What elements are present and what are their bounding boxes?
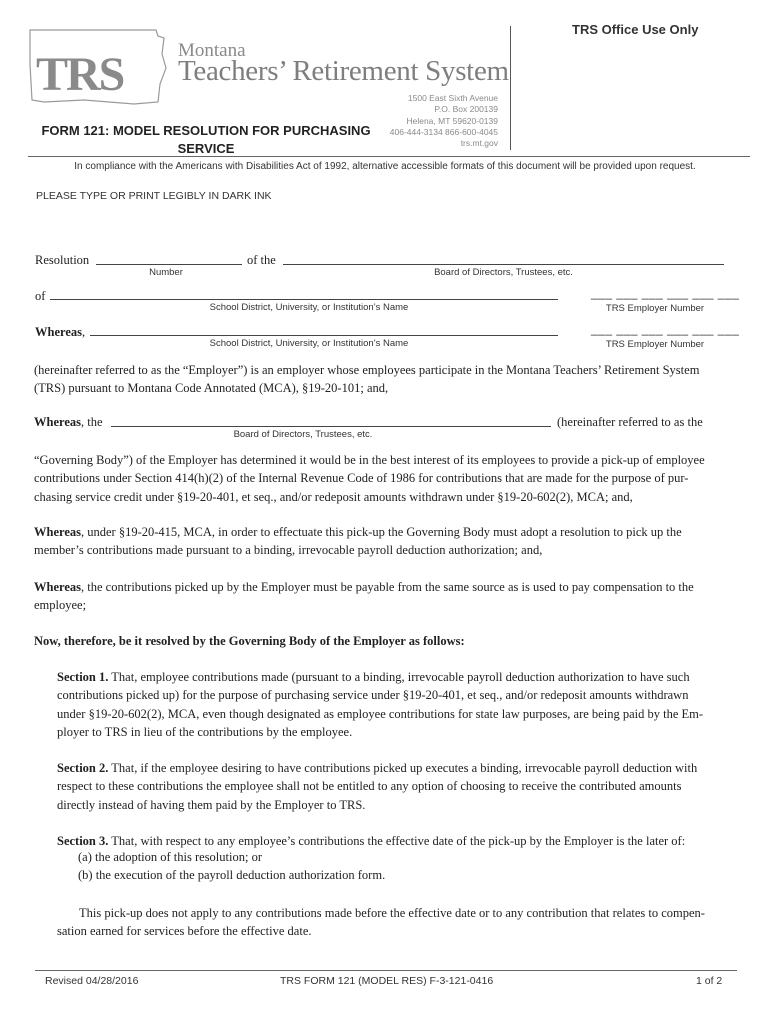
trs-employer-number-field[interactable]: ___ ___ ___ ___ ___ ___ (591, 286, 740, 300)
paragraph-whereas-3: Whereas, under §19-20-415, MCA, in order to effectuate this pick-up the Governing Body must adopt a resolution to pick up the member’s contributions made pursuant to a binding, irrevocable payroll deduction authorization; and, (34, 525, 682, 558)
form-title-line: SERVICE (177, 141, 235, 156)
school-name-field-2[interactable] (90, 335, 558, 336)
paragraph-whereas-4: Whereas, the contributions picked up by the Employer must be payable from the same source as is used to pay compensation to the employee; (34, 580, 694, 613)
paragraph-employer: (hereinafter referred to as the “Employer”) is an employer whose employees participate in the Montana Teachers’ Retirement System (TRS) pursuant to Montana Code Annotated (MCA), §19-20-101; and, (34, 363, 700, 396)
whereas-label-1: Whereas, (35, 325, 86, 339)
list-item: (a) the adoption of this resolution; or (78, 850, 262, 864)
resolution-label: Resolution (35, 253, 90, 267)
office-use-label: TRS Office Use Only (572, 22, 699, 37)
whereas-label-2: Whereas, the (34, 415, 103, 429)
trs-employer-caption-2: TRS Employer Number (605, 339, 705, 350)
address-line: 1500 East Sixth Avenue (407, 93, 498, 103)
address-line: Helena, MT 59620-0139 (406, 115, 498, 126)
address-line: P.O. Box 200139 (434, 104, 498, 115)
footer-divider (35, 970, 737, 971)
number-caption: Number (149, 267, 183, 278)
header-divider (28, 156, 750, 157)
school-caption: School District, University, or Institution’s Name (209, 302, 409, 313)
org-name: Teachers’ Retirement System (178, 55, 509, 87)
of-the-label: of the (247, 253, 276, 267)
logo-lettering: TRS (36, 48, 124, 101)
ada-notice: In compliance with the Americans with Disabilities Act of 1992, alternative accessible formats of this document will be provided upon request. (74, 161, 696, 172)
revised-date: Revised 04/28/2016 (45, 975, 139, 987)
resolved-heading: Now, therefore, be it resolved by the Governing Body of the Employer as follows: (34, 634, 465, 648)
school-name-field[interactable] (50, 299, 558, 300)
section-2: Section 2. That, if the employee desiring to have contributions picked up executes a binding, irrevocable payroll deduction with respect to these contributions the employee shall not be entitled to any option of choosing to receive the contributed amounts directly instead of having them paid by the Employer to TRS. (57, 761, 698, 812)
address-line: trs.mt.gov (460, 138, 498, 149)
form-id: TRS FORM 121 (MODEL RES) F-3-121-0416 (280, 975, 494, 987)
address-line: 406-444-3134 866-600-4045 (389, 126, 498, 137)
governing-body-field[interactable] (111, 426, 551, 427)
resolution-number-field[interactable] (96, 264, 242, 265)
board-field[interactable] (283, 264, 724, 265)
form-title-line: FORM 121: MODEL RESOLUTION FOR PURCHASING (41, 123, 371, 138)
list-item: (b) the execution of the payroll deduction authorization form. (78, 868, 386, 882)
trs-logo (24, 24, 174, 114)
whereas-2-end: (hereinafter referred to as the (557, 415, 703, 429)
paragraph-effective-date: This pick-up does not apply to any contributions made before the effective date or to any contribution that relates to compen- (79, 906, 705, 920)
org-address (360, 93, 498, 149)
paragraph-governing-body: “Governing Body”) of the Employer has determined it would be in the best interest of its employees to provide a pick-up of employee contributions under Section 414(h)(2) of the Internal Revenue Code of 1986 for contributions that are made for the purpose of pur- chasing service credit under §19-20-401, et seq., and/or redeposit amounts withdrawn under §19-20-602(2), MCA; and, (34, 453, 705, 504)
paragraph-effective-date-2: sation earned for services before the effective date. (57, 924, 312, 938)
org-state: Montana (178, 40, 246, 61)
trs-employer-caption: TRS Employer Number (605, 303, 705, 314)
instructions: PLEASE TYPE OR PRINT LEGIBLY IN DARK INK (36, 190, 272, 202)
header-divider-vertical (510, 26, 511, 150)
section-1: Section 1. That, employee contributions made (pursuant to a binding, irrevocable payroll deduction authorization to have such contributions picked up) for the purpose of purchasing service under §19-20-401, et seq., and/or redeposit amounts withdrawn under §19-20-602(2), MCA, even though designated as employee contributions for state law purposes, are being paid by the Em- ployer to TRS in lieu of the contributions by the employee. (57, 670, 704, 739)
of-label: of (35, 289, 46, 303)
board-caption: Board of Directors, Trustees, etc. (434, 267, 573, 278)
trs-employer-number-field-2[interactable]: ___ ___ ___ ___ ___ ___ (591, 322, 740, 336)
section-3: Section 3. That, with respect to any employee’s contributions the effective date of the pick-up by the Employer is the later of: (57, 834, 686, 848)
school-caption-2: School District, University, or Institution’s Name (209, 338, 409, 349)
form-title (36, 122, 376, 158)
governing-body-caption: Board of Directors, Trustees, etc. (233, 429, 373, 440)
page-number: 1 of 2 (696, 975, 723, 987)
